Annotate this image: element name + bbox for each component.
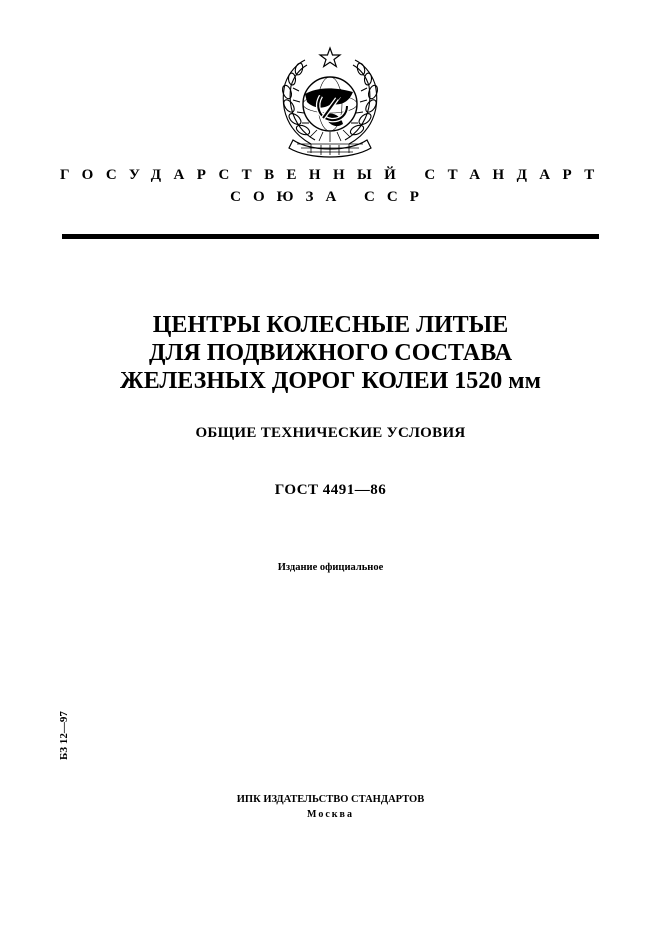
standard-number: ГОСТ 4491—86	[274, 482, 387, 498]
ribbon	[289, 140, 371, 157]
header-state-standard: ГОСУДАРСТВЕННЫЙ СТАНДАРТ	[60, 167, 607, 183]
publisher-name: ИПК ИЗДАТЕЛЬСТВО СТАНДАРТОВ	[236, 794, 425, 805]
ussr-emblem-icon	[271, 44, 389, 162]
star-icon	[320, 48, 340, 67]
publisher-city: Москва	[307, 809, 354, 820]
sun-rays	[310, 130, 350, 142]
document-title	[0, 311, 661, 395]
title-line-3: ЖЕЛЕЗНЫХ ДОРОГ КОЛЕИ 1520 мм	[119, 368, 541, 394]
side-code: БЗ 12—97	[58, 711, 70, 760]
title-line-2: ДЛЯ ПОДВИЖНОГО СОСТАВА	[148, 340, 513, 366]
divider-rule	[62, 234, 599, 239]
edition-note: Издание официальное	[277, 562, 384, 573]
document-subtitle: ОБЩИЕ ТЕХНИЧЕСКИЕ УСЛОВИЯ	[195, 425, 466, 441]
globe-icon	[303, 77, 357, 131]
header-ussr: СОЮЗА ССР	[230, 189, 431, 205]
title-line-1: ЦЕНТРЫ КОЛЕСНЫЕ ЛИТЫЕ	[152, 312, 509, 338]
